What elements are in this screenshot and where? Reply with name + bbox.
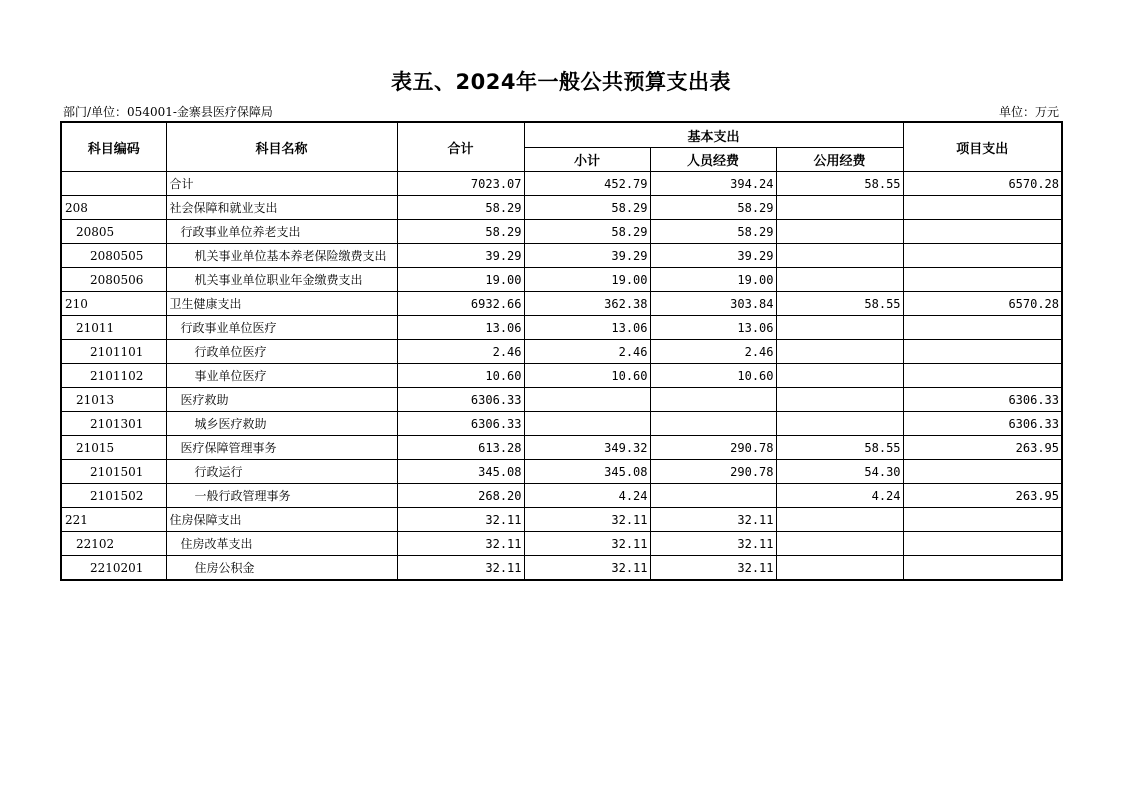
cell-subtotal: 32.11 [524,532,650,556]
cell-code: 2101501 [61,460,166,484]
cell-public: 4.24 [776,484,903,508]
table-row [61,436,1062,460]
cell-name: 行政事业单位医疗 [166,316,397,340]
cell-total: 10.60 [397,364,524,388]
table-body [61,172,1062,581]
cell-subtotal [524,388,650,412]
table-row [61,220,1062,244]
cell-public [776,196,903,220]
cell-subtotal: 4.24 [524,484,650,508]
cell-name: 行政运行 [166,460,397,484]
cell-code [61,172,166,196]
cell-code: 2101301 [61,412,166,436]
cell-subtotal: 19.00 [524,268,650,292]
cell-total: 58.29 [397,196,524,220]
cell-public: 54.30 [776,460,903,484]
cell-total: 32.11 [397,508,524,532]
cell-code: 2101102 [61,364,166,388]
table-row [61,556,1062,581]
cell-personnel: 58.29 [650,196,776,220]
cell-public [776,316,903,340]
cell-total: 6932.66 [397,292,524,316]
cell-public [776,364,903,388]
cell-total: 58.29 [397,220,524,244]
cell-subtotal: 58.29 [524,220,650,244]
table-row [61,532,1062,556]
cell-personnel: 58.29 [650,220,776,244]
cell-total: 19.00 [397,268,524,292]
table-row [61,364,1062,388]
cell-personnel: 290.78 [650,460,776,484]
cell-subtotal: 13.06 [524,316,650,340]
cell-code: 21011 [61,316,166,340]
cell-personnel: 290.78 [650,436,776,460]
cell-subtotal: 39.29 [524,244,650,268]
cell-project [903,244,1062,268]
department-label: 部门/单位：054001-金寨县医疗保障局 [63,105,273,119]
cell-name: 卫生健康支出 [166,292,397,316]
cell-personnel: 2.46 [650,340,776,364]
cell-code: 210 [61,292,166,316]
cell-code: 21013 [61,388,166,412]
cell-public [776,508,903,532]
page-title: 表五、2024年一般公共预算支出表 [391,70,731,94]
cell-subtotal: 2.46 [524,340,650,364]
cell-project [903,220,1062,244]
header-project: 项目支出 [903,122,1062,172]
cell-project: 263.95 [903,436,1062,460]
cell-total: 13.06 [397,316,524,340]
cell-project: 6570.28 [903,292,1062,316]
cell-personnel: 10.60 [650,364,776,388]
cell-subtotal: 32.11 [524,508,650,532]
header-subtotal: 小计 [524,148,650,172]
cell-personnel [650,388,776,412]
table-row [61,268,1062,292]
cell-subtotal: 345.08 [524,460,650,484]
cell-code: 2101502 [61,484,166,508]
cell-subtotal: 452.79 [524,172,650,196]
cell-subtotal: 10.60 [524,364,650,388]
cell-total: 268.20 [397,484,524,508]
table-row [61,340,1062,364]
cell-code: 2101101 [61,340,166,364]
cell-name: 住房保障支出 [166,508,397,532]
cell-total: 7023.07 [397,172,524,196]
cell-total: 613.28 [397,436,524,460]
cell-personnel [650,484,776,508]
cell-name: 城乡医疗救助 [166,412,397,436]
cell-public [776,388,903,412]
table-row [61,244,1062,268]
cell-name: 医疗保障管理事务 [166,436,397,460]
cell-subtotal: 349.32 [524,436,650,460]
cell-personnel: 32.11 [650,508,776,532]
cell-public [776,532,903,556]
cell-name: 事业单位医疗 [166,364,397,388]
cell-public [776,340,903,364]
cell-project [903,532,1062,556]
cell-project [903,316,1062,340]
cell-subtotal [524,412,650,436]
cell-code: 2080506 [61,268,166,292]
cell-code: 221 [61,508,166,532]
cell-name: 机关事业单位基本养老保险缴费支出 [166,244,397,268]
cell-personnel: 303.84 [650,292,776,316]
header-public: 公用经费 [776,148,903,172]
cell-name: 医疗救助 [166,388,397,412]
cell-code: 20805 [61,220,166,244]
cell-code: 2210201 [61,556,166,581]
cell-project [903,508,1062,532]
cell-total: 39.29 [397,244,524,268]
cell-total: 32.11 [397,556,524,581]
cell-project: 6306.33 [903,412,1062,436]
cell-name: 合计 [166,172,397,196]
cell-project [903,268,1062,292]
cell-personnel [650,412,776,436]
cell-name: 一般行政管理事务 [166,484,397,508]
table-row [61,508,1062,532]
cell-code: 21015 [61,436,166,460]
header-total: 合计 [397,122,524,172]
cell-total: 2.46 [397,340,524,364]
cell-subtotal: 32.11 [524,556,650,581]
table-row [61,172,1062,196]
cell-name: 住房公积金 [166,556,397,581]
cell-public [776,268,903,292]
cell-subtotal: 362.38 [524,292,650,316]
table-row [61,388,1062,412]
cell-code: 2080505 [61,244,166,268]
cell-name: 行政单位医疗 [166,340,397,364]
cell-total: 6306.33 [397,412,524,436]
cell-project [903,364,1062,388]
cell-name: 机关事业单位职业年金缴费支出 [166,268,397,292]
cell-project: 6306.33 [903,388,1062,412]
cell-project: 263.95 [903,484,1062,508]
cell-project [903,340,1062,364]
cell-project: 6570.28 [903,172,1062,196]
table-row [61,292,1062,316]
table-row [61,460,1062,484]
cell-code: 22102 [61,532,166,556]
cell-public [776,556,903,581]
cell-total: 345.08 [397,460,524,484]
cell-name: 行政事业单位养老支出 [166,220,397,244]
cell-public [776,220,903,244]
cell-personnel: 39.29 [650,244,776,268]
cell-total: 32.11 [397,532,524,556]
cell-public [776,244,903,268]
unit-label: 单位：万元 [998,105,1059,119]
cell-public: 58.55 [776,172,903,196]
cell-name: 社会保障和就业支出 [166,196,397,220]
header-personnel: 人员经费 [650,148,776,172]
cell-code: 208 [61,196,166,220]
cell-personnel: 32.11 [650,556,776,581]
cell-project [903,556,1062,581]
table-row [61,484,1062,508]
table-row [61,196,1062,220]
header-code: 科目编码 [61,122,166,172]
cell-personnel: 394.24 [650,172,776,196]
cell-personnel: 32.11 [650,532,776,556]
cell-project [903,196,1062,220]
table-row [61,412,1062,436]
cell-name: 住房改革支出 [166,532,397,556]
cell-total: 6306.33 [397,388,524,412]
table-row [61,316,1062,340]
cell-personnel: 19.00 [650,268,776,292]
cell-public [776,412,903,436]
cell-public: 58.55 [776,436,903,460]
cell-subtotal: 58.29 [524,196,650,220]
budget-table [60,121,1063,581]
cell-personnel: 13.06 [650,316,776,340]
header-name: 科目名称 [166,122,397,172]
cell-public: 58.55 [776,292,903,316]
cell-project [903,460,1062,484]
header-basic: 基本支出 [524,122,903,148]
